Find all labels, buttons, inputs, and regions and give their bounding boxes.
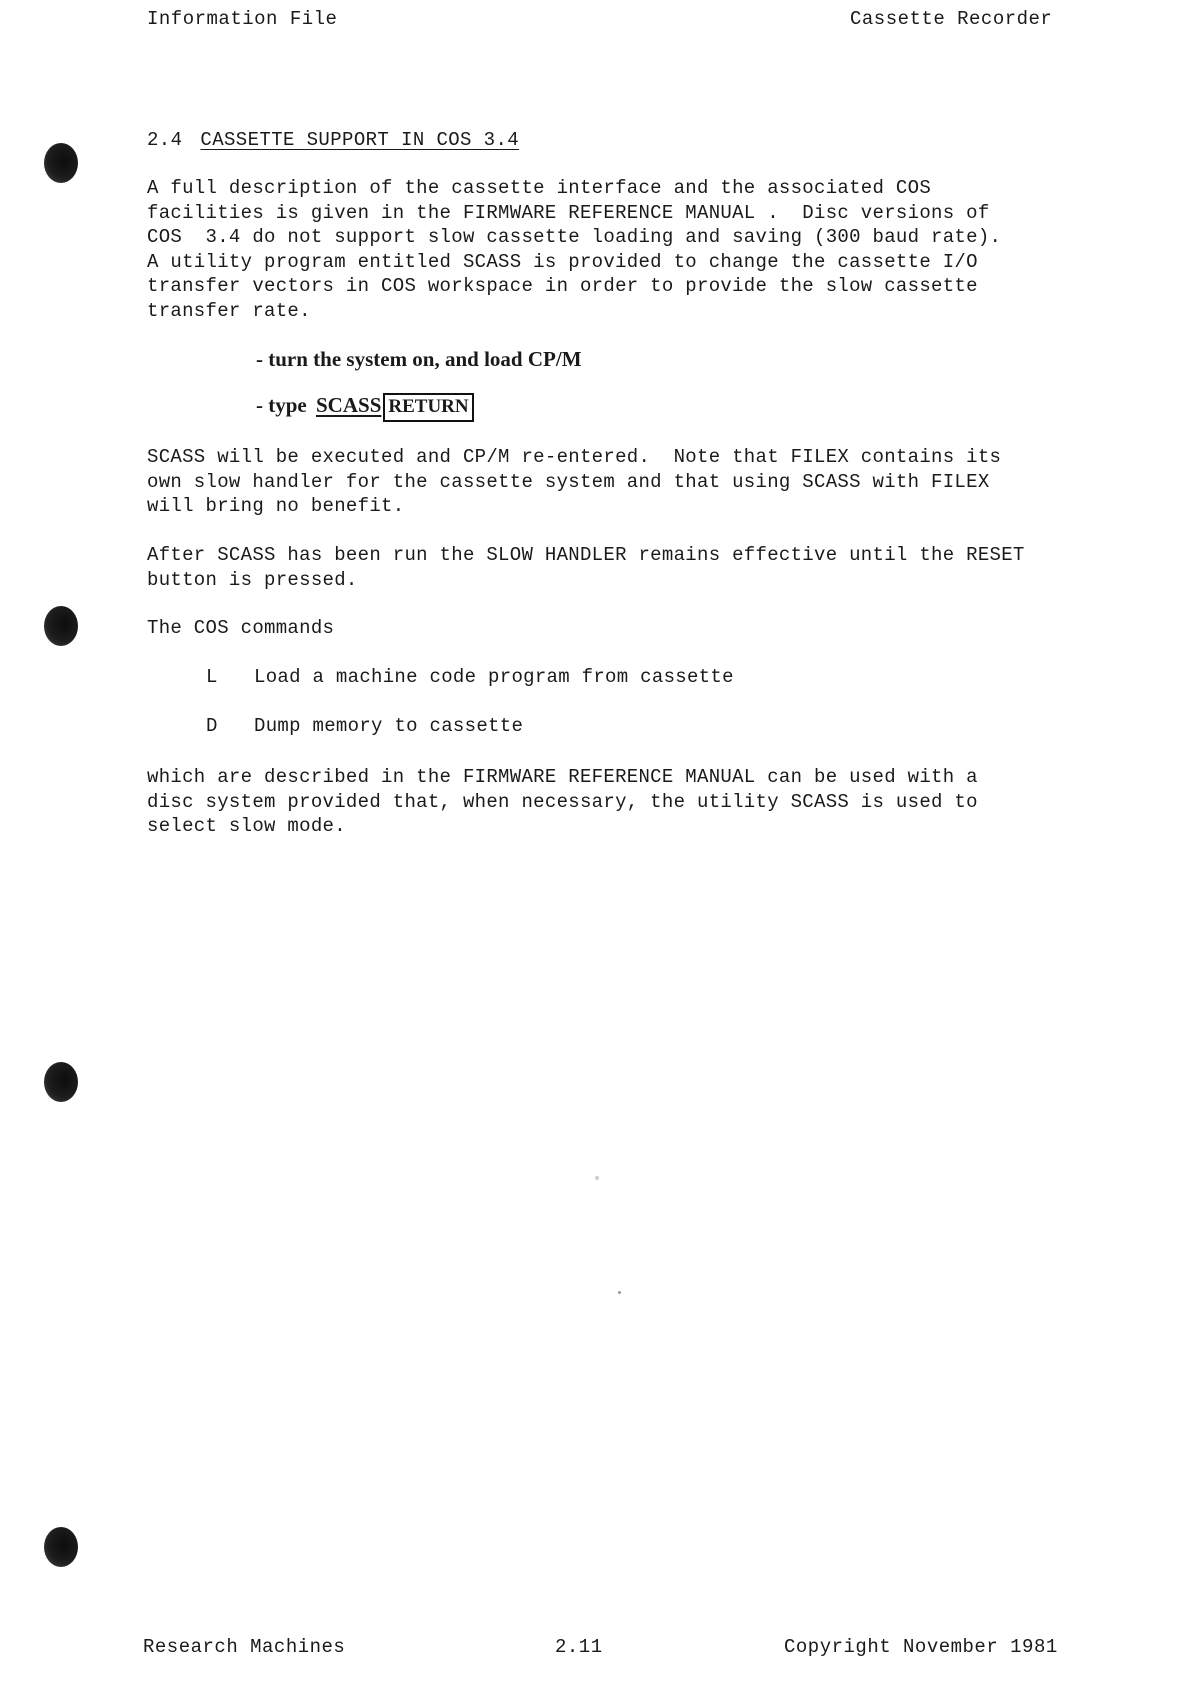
section-heading	[147, 129, 519, 151]
footer-copyright: Copyright November 1981	[784, 1636, 1058, 1658]
binder-hole	[44, 1527, 78, 1567]
command-row	[206, 666, 734, 688]
binder-hole	[44, 1062, 78, 1102]
command-row	[206, 715, 523, 737]
command-key: L	[206, 666, 218, 688]
commands-intro: The COS commands	[147, 617, 335, 639]
binder-hole	[44, 143, 78, 183]
section-title: CASSETTE SUPPORT IN COS 3.4	[200, 129, 520, 151]
executed-paragraph: SCASS will be executed and CP/M re-entered. Note that FILEX contains its own slow handler for the cassette system and that using SCASS with FILEX will bring no benefit.	[147, 446, 1002, 517]
section-number: 2.4	[147, 129, 183, 151]
intro-paragraph: A full description of the cassette interface and the associated COS facilities is given in the FIRMWARE REFERENCE MANUAL . Disc versions of COS 3.4 do not support slow cassette loading and saving (300 baud rate). A utility program entitled SCASS is provided to change the cassette I/O transfer vectors in COS workspace in order to provide the slow cassette transfer rate.	[147, 177, 1002, 322]
header-left: Information File	[147, 8, 338, 30]
command-description: Load a machine code program from cassette	[254, 666, 734, 688]
footer-left: Research Machines	[143, 1636, 346, 1658]
described-paragraph: which are described in the FIRMWARE REFERENCE MANUAL can be used with a disc system provided that, when necessary, the utility SCASS is used to select slow mode.	[147, 766, 978, 837]
step-type-command	[256, 393, 474, 422]
scan-speck	[618, 1291, 621, 1294]
return-key: RETURN	[383, 393, 473, 422]
step-command: SCASS	[316, 393, 382, 417]
step-turn-on: - turn the system on, and load CP/M	[256, 347, 582, 371]
binder-hole	[44, 606, 78, 646]
after-paragraph: After SCASS has been run the SLOW HANDLER remains effective until the RESET button is pressed.	[147, 544, 1025, 591]
header-right: Cassette Recorder	[850, 8, 1053, 30]
scan-speck	[595, 1176, 599, 1180]
step-type-prefix: - type	[256, 393, 307, 417]
command-description: Dump memory to cassette	[254, 715, 524, 737]
page-number: 2.11	[555, 1636, 603, 1658]
command-key: D	[206, 715, 218, 737]
